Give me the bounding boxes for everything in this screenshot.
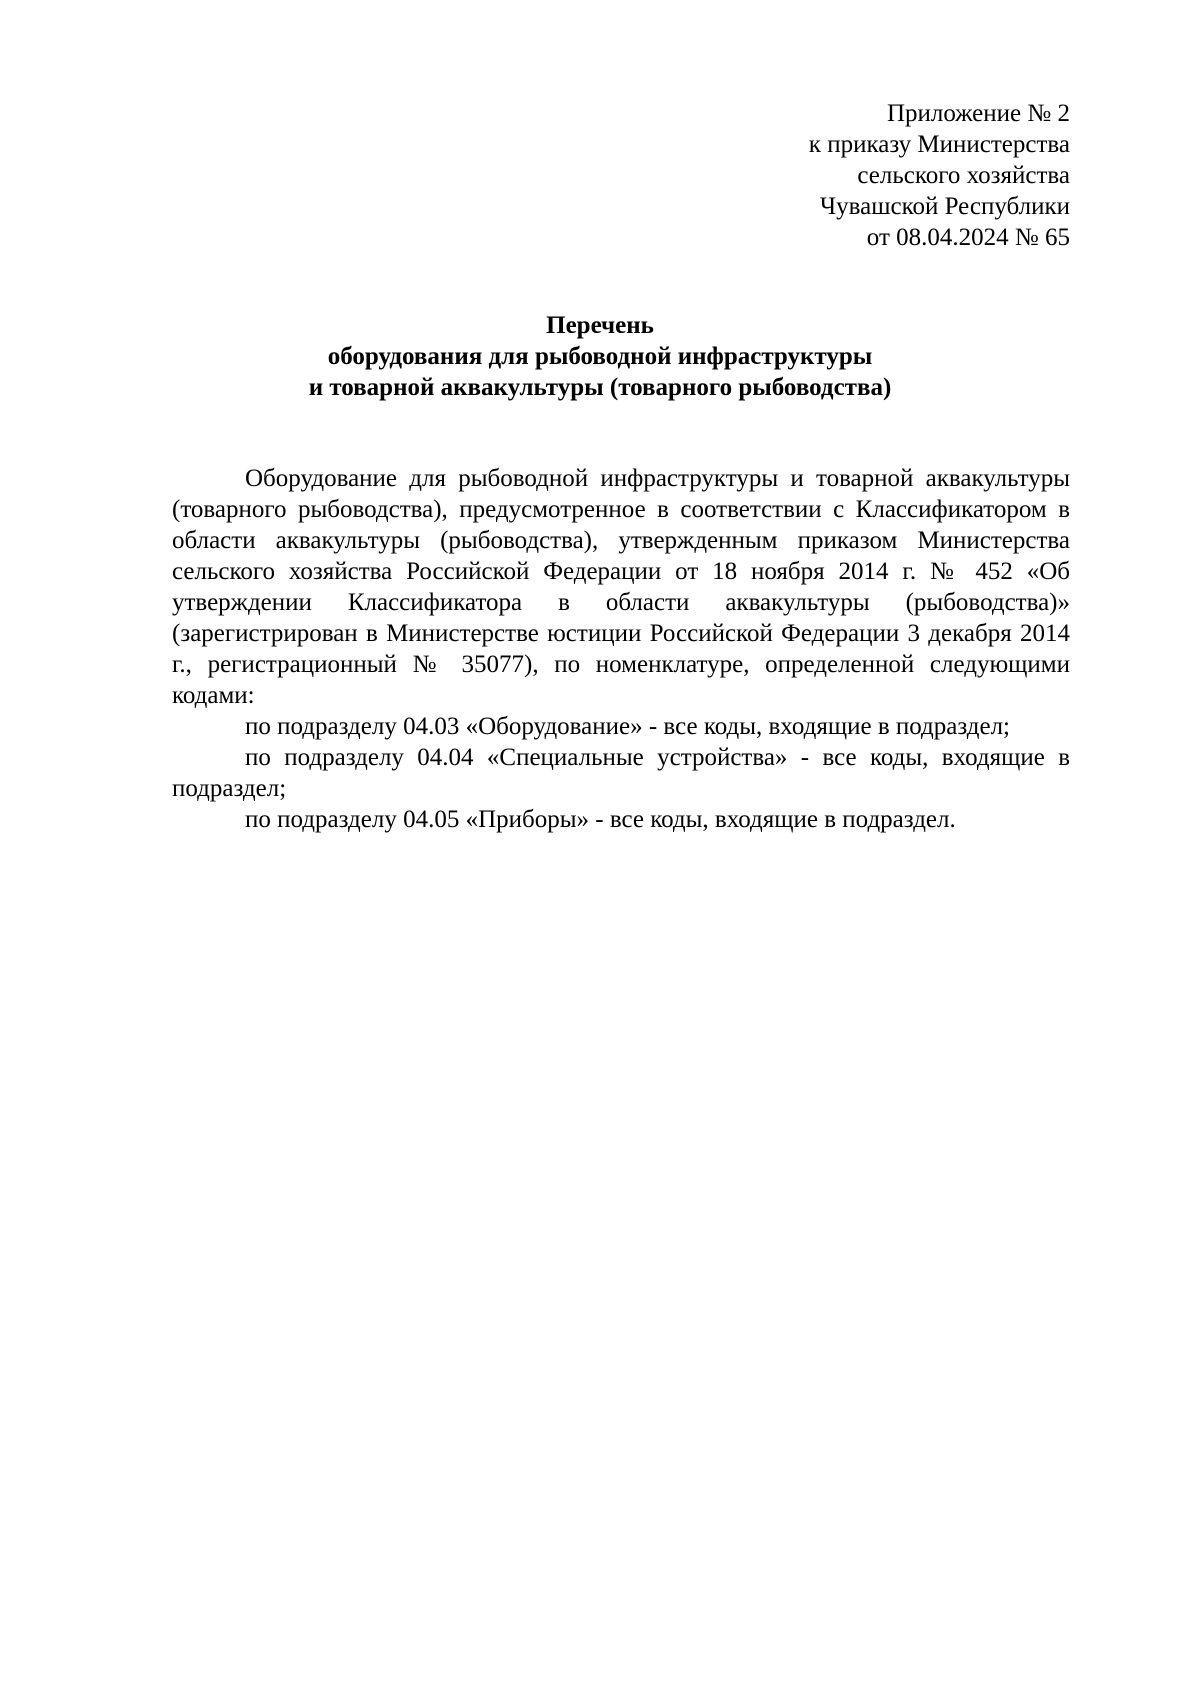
document-title xyxy=(0,310,1200,403)
body-paragraph: Оборудование для рыбоводной инфраструктуры и товарной аквакультуры (товарного рыбоводства), предусмотренное в соответствии с Классификатором в области аквакультуры (рыбоводства), утвержденным приказом Министерства сельского хозяйства Российской Федерации от 18 ноября 2014 г. № 452 «Об утверждении Классификатора в области аквакультуры (рыбоводства)» (зарегистрирован в Министерстве юстиции Российской Федерации 3 декабря 2014 г., регистрационный № 35077), по номенклатуре, определенной следующими кодами: xyxy=(172,465,1070,709)
title-line: и товарной аквакультуры (товарного рыбоводства) xyxy=(308,374,892,401)
appendix-line: Чувашской Республики xyxy=(819,193,1070,220)
appendix-line: к приказу Министерства xyxy=(808,131,1070,158)
appendix-header xyxy=(809,98,1070,253)
body-paragraph: по подразделу 04.03 «Оборудование» - все коды, входящие в подраздел; xyxy=(245,713,1011,740)
appendix-line: от 08.04.2024 № 65 xyxy=(866,224,1070,251)
title-line: Перечень xyxy=(546,312,654,339)
body-paragraph: по подразделу 04.05 «Приборы» - все коды, входящие в подраздел. xyxy=(245,806,956,833)
document-body xyxy=(172,463,1070,835)
appendix-line: сельского хозяйства xyxy=(857,162,1070,189)
body-paragraph: по подразделу 04.04 «Специальные устройства» - все коды, входящие в подраздел; xyxy=(172,744,1070,802)
appendix-line: Приложение № 2 xyxy=(886,100,1070,127)
title-line: оборудования для рыбоводной инфраструктуры xyxy=(327,343,873,370)
